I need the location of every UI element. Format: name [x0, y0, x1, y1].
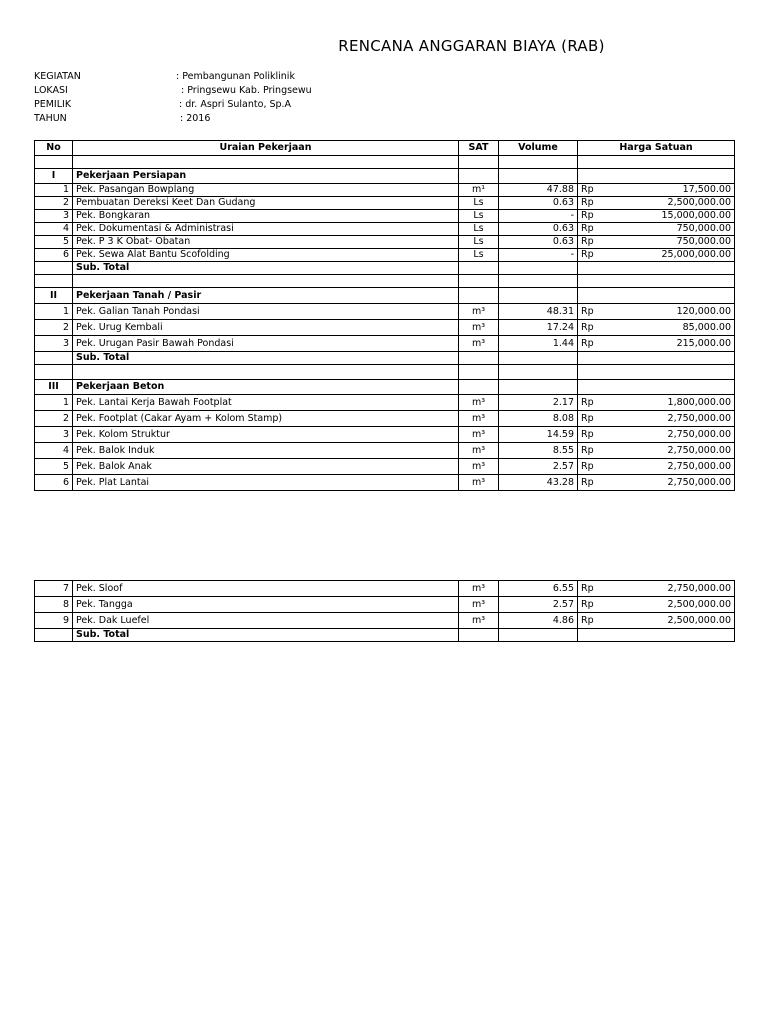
currency-label: Rp [578, 443, 612, 459]
empty-cell [35, 365, 73, 380]
item-volume: 0.63 [499, 236, 578, 249]
header-uraian: Uraian Pekerjaan [73, 141, 459, 156]
empty-cell [578, 629, 612, 642]
currency-label: Rp [578, 581, 612, 597]
item-description: Pek. Balok Anak [73, 459, 459, 475]
info-value-tahun: : 2016 [180, 113, 211, 124]
item-unit-price: 2,750,000.00 [612, 411, 735, 427]
item-unit-price: 2,750,000.00 [612, 427, 735, 443]
item-number: 9 [35, 613, 73, 629]
empty-cell [459, 288, 499, 304]
item-unit-price: 2,500,000.00 [612, 197, 735, 210]
empty-cell [499, 288, 578, 304]
item-unit: m³ [459, 459, 499, 475]
item-description: Pek. Lantai Kerja Bawah Footplat [73, 395, 459, 411]
section-header-row [35, 169, 735, 184]
empty-cell [35, 156, 73, 169]
item-number: 2 [35, 320, 73, 336]
table-row [35, 395, 735, 411]
blank-row [35, 365, 735, 380]
item-volume: 47.88 [499, 184, 578, 197]
table-row [35, 581, 735, 597]
empty-cell [612, 156, 735, 169]
empty-cell [73, 275, 459, 288]
rab-table-continued-body [35, 581, 735, 642]
empty-cell [499, 352, 578, 365]
rab-table [34, 140, 735, 491]
currency-label: Rp [578, 411, 612, 427]
currency-label: Rp [578, 613, 612, 629]
item-volume: 0.63 [499, 223, 578, 236]
info-label-lokasi: LOKASI [34, 85, 68, 96]
item-number: 2 [35, 411, 73, 427]
empty-cell [459, 352, 499, 365]
empty-cell [612, 629, 735, 642]
empty-cell [612, 169, 735, 184]
item-unit-price: 120,000.00 [612, 304, 735, 320]
item-volume: 17.24 [499, 320, 578, 336]
subtotal-label: Sub. Total [73, 352, 459, 365]
item-unit-price: 750,000.00 [612, 236, 735, 249]
header-harga-satuan: Harga Satuan [578, 141, 735, 156]
item-number: 3 [35, 210, 73, 223]
table-row [35, 236, 735, 249]
item-unit: m³ [459, 320, 499, 336]
item-number: 4 [35, 443, 73, 459]
section-number: III [35, 380, 73, 395]
section-name: Pekerjaan Tanah / Pasir [73, 288, 459, 304]
empty-cell [578, 169, 612, 184]
item-unit-price: 15,000,000.00 [612, 210, 735, 223]
item-volume: 2.17 [499, 395, 578, 411]
section-name: Pekerjaan Beton [73, 380, 459, 395]
empty-cell [459, 365, 499, 380]
info-value-kegiatan: : Pembangunan Poliklinik [176, 71, 295, 82]
subtotal-label: Sub. Total [73, 629, 459, 642]
item-number: 1 [35, 304, 73, 320]
item-volume: 0.63 [499, 197, 578, 210]
currency-label: Rp [578, 395, 612, 411]
item-unit: Ls [459, 223, 499, 236]
empty-cell [499, 380, 578, 395]
item-unit: m³ [459, 597, 499, 613]
item-description: Pek. Urug Kembali [73, 320, 459, 336]
item-description: Pek. Tangga [73, 597, 459, 613]
item-unit: m³ [459, 304, 499, 320]
item-unit-price: 2,750,000.00 [612, 475, 735, 491]
item-number: 1 [35, 395, 73, 411]
item-volume: 2.57 [499, 459, 578, 475]
header-volume: Volume [499, 141, 578, 156]
empty-cell [612, 275, 735, 288]
item-number: 2 [35, 197, 73, 210]
item-unit-price: 1,800,000.00 [612, 395, 735, 411]
table-row [35, 411, 735, 427]
item-volume: 48.31 [499, 304, 578, 320]
item-volume: 1.44 [499, 336, 578, 352]
empty-cell [578, 288, 612, 304]
item-unit: Ls [459, 197, 499, 210]
item-description: Pek. Plat Lantai [73, 475, 459, 491]
item-description: Pek. Footplat (Cakar Ayam + Kolom Stamp) [73, 411, 459, 427]
info-value-lokasi: : Pringsewu Kab. Pringsewu [181, 85, 312, 96]
item-number: 3 [35, 427, 73, 443]
currency-label: Rp [578, 304, 612, 320]
item-volume: 6.55 [499, 581, 578, 597]
info-label-pemilik: PEMILIK [34, 99, 72, 110]
item-number: 5 [35, 236, 73, 249]
subtotal-label: Sub. Total [73, 262, 459, 275]
item-unit: m³ [459, 411, 499, 427]
empty-cell [612, 262, 735, 275]
item-unit: m³ [459, 395, 499, 411]
empty-cell [459, 262, 499, 275]
currency-label: Rp [578, 236, 612, 249]
table-row [35, 320, 735, 336]
table-row [35, 304, 735, 320]
empty-cell [578, 275, 612, 288]
table-row [35, 249, 735, 262]
item-number: 1 [35, 184, 73, 197]
empty-cell [35, 262, 73, 275]
item-unit-price: 85,000.00 [612, 320, 735, 336]
info-value-pemilik: : dr. Aspri Sulanto, Sp.A [179, 99, 292, 110]
section-number: II [35, 288, 73, 304]
currency-label: Rp [578, 597, 612, 613]
section-number: I [35, 169, 73, 184]
empty-cell [612, 365, 735, 380]
blank-row [35, 275, 735, 288]
empty-cell [459, 156, 499, 169]
item-unit-price: 25,000,000.00 [612, 249, 735, 262]
item-number: 7 [35, 581, 73, 597]
item-number: 6 [35, 249, 73, 262]
item-unit: Ls [459, 236, 499, 249]
document-title: RENCANA ANGGARAN BIAYA (RAB) [338, 37, 605, 55]
empty-cell [578, 380, 612, 395]
item-unit: Ls [459, 249, 499, 262]
table-row [35, 597, 735, 613]
table-row [35, 223, 735, 236]
table-row [35, 336, 735, 352]
empty-cell [459, 629, 499, 642]
item-volume: 43.28 [499, 475, 578, 491]
item-description: Pek. Sewa Alat Bantu Scofolding [73, 249, 459, 262]
empty-cell [499, 629, 578, 642]
item-unit: Ls [459, 210, 499, 223]
section-header-row [35, 380, 735, 395]
currency-label: Rp [578, 459, 612, 475]
empty-cell [459, 275, 499, 288]
item-volume: - [499, 210, 578, 223]
currency-label: Rp [578, 249, 612, 262]
item-description: Pek. Dak Luefel [73, 613, 459, 629]
item-description: Pek. Bongkaran [73, 210, 459, 223]
item-number: 6 [35, 475, 73, 491]
currency-label: Rp [578, 210, 612, 223]
item-number: 3 [35, 336, 73, 352]
item-unit-price: 2,500,000.00 [612, 613, 735, 629]
item-unit-price: 17,500.00 [612, 184, 735, 197]
table-row [35, 443, 735, 459]
item-unit: m³ [459, 581, 499, 597]
currency-label: Rp [578, 197, 612, 210]
currency-label: Rp [578, 223, 612, 236]
empty-cell [73, 156, 459, 169]
item-number: 8 [35, 597, 73, 613]
rab-table-body [35, 156, 735, 491]
item-description: Pek. Balok Induk [73, 443, 459, 459]
item-description: Pek. Kolom Struktur [73, 427, 459, 443]
item-unit-price: 2,500,000.00 [612, 597, 735, 613]
empty-cell [578, 365, 612, 380]
item-unit-price: 215,000.00 [612, 336, 735, 352]
empty-cell [578, 262, 612, 275]
table-row [35, 197, 735, 210]
item-unit: m³ [459, 475, 499, 491]
currency-label: Rp [578, 427, 612, 443]
item-number: 5 [35, 459, 73, 475]
table-row [35, 184, 735, 197]
header-sat: SAT [459, 141, 499, 156]
item-volume: 2.57 [499, 597, 578, 613]
item-volume: 4.86 [499, 613, 578, 629]
item-unit-price: 2,750,000.00 [612, 443, 735, 459]
empty-cell [459, 169, 499, 184]
empty-cell [578, 156, 612, 169]
empty-cell [35, 629, 73, 642]
item-description: Pek. Pasangan Bowplang [73, 184, 459, 197]
item-volume: 8.08 [499, 411, 578, 427]
item-volume: 8.55 [499, 443, 578, 459]
info-label-kegiatan: KEGIATAN [34, 71, 81, 82]
subtotal-row [35, 262, 735, 275]
table-row [35, 475, 735, 491]
empty-cell [612, 352, 735, 365]
item-description: Pembuatan Dereksi Keet Dan Gudang [73, 197, 459, 210]
item-description: Pek. Sloof [73, 581, 459, 597]
empty-cell [499, 262, 578, 275]
item-unit: m³ [459, 613, 499, 629]
empty-cell [459, 380, 499, 395]
item-description: Pek. P 3 K Obat- Obatan [73, 236, 459, 249]
item-unit: m¹ [459, 184, 499, 197]
rab-table-continued [34, 580, 735, 642]
section-header-row [35, 288, 735, 304]
item-unit-price: 2,750,000.00 [612, 581, 735, 597]
item-volume: 14.59 [499, 427, 578, 443]
subtotal-row [35, 629, 735, 642]
empty-cell [499, 169, 578, 184]
item-unit: m³ [459, 336, 499, 352]
item-number: 4 [35, 223, 73, 236]
item-description: Pek. Urugan Pasir Bawah Pondasi [73, 336, 459, 352]
empty-cell [499, 275, 578, 288]
subtotal-row [35, 352, 735, 365]
currency-label: Rp [578, 320, 612, 336]
item-unit-price: 2,750,000.00 [612, 459, 735, 475]
empty-cell [35, 352, 73, 365]
empty-cell [578, 352, 612, 365]
item-description: Pek. Dokumentasi & Administrasi [73, 223, 459, 236]
table-row [35, 427, 735, 443]
header-no: No [35, 141, 73, 156]
project-info [34, 71, 434, 127]
section-name: Pekerjaan Persiapan [73, 169, 459, 184]
empty-cell [499, 365, 578, 380]
table-row [35, 210, 735, 223]
item-volume: - [499, 249, 578, 262]
item-unit: m³ [459, 443, 499, 459]
currency-label: Rp [578, 184, 612, 197]
empty-cell [499, 156, 578, 169]
table-row [35, 613, 735, 629]
item-unit-price: 750,000.00 [612, 223, 735, 236]
blank-row [35, 156, 735, 169]
empty-cell [612, 380, 735, 395]
info-label-tahun: TAHUN [34, 113, 67, 124]
empty-cell [35, 275, 73, 288]
item-description: Pek. Galian Tanah Pondasi [73, 304, 459, 320]
empty-cell [73, 365, 459, 380]
item-unit: m³ [459, 427, 499, 443]
currency-label: Rp [578, 475, 612, 491]
empty-cell [612, 288, 735, 304]
table-row [35, 459, 735, 475]
currency-label: Rp [578, 336, 612, 352]
